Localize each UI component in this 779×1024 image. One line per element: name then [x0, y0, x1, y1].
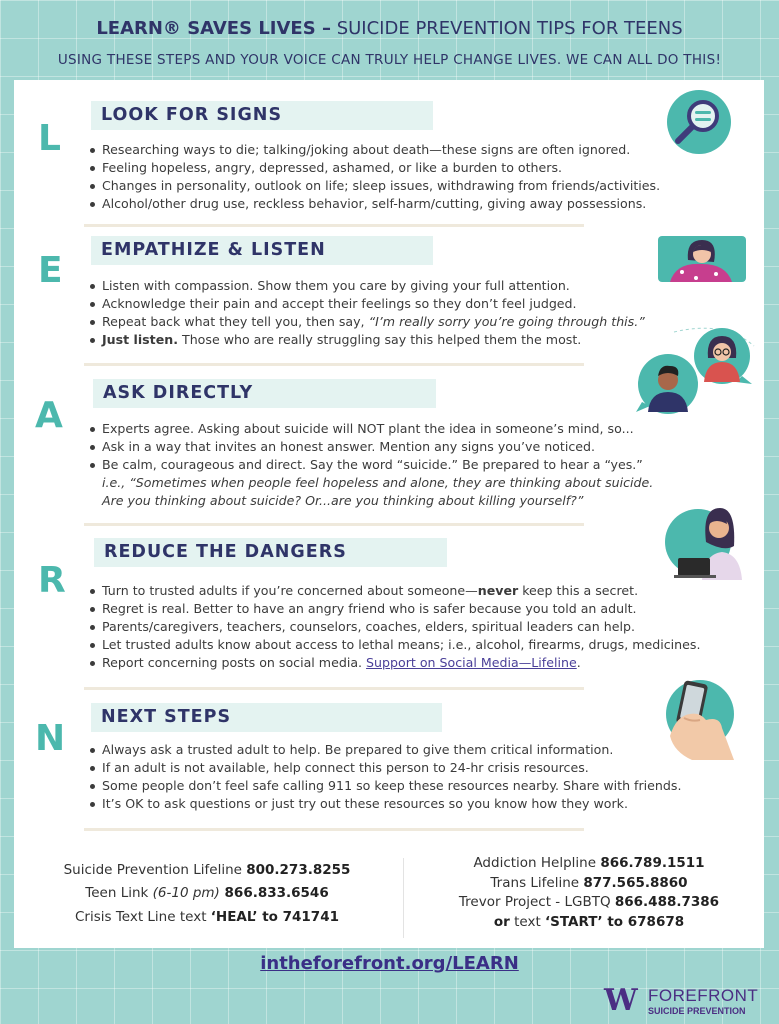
- section-title-empathize: EMPATHIZE & LISTEN: [91, 236, 433, 265]
- list-item: It’s OK to ask questions or just try out these resources so you know how they work.: [88, 795, 681, 813]
- social-media-link[interactable]: Support on Social Media—Lifeline: [366, 655, 577, 670]
- list-item: Let trusted adults know about access to lethal means; i.e., alcohol, firearms, drugs, medicines.: [88, 636, 700, 654]
- laptop-person-illustration: [664, 502, 744, 580]
- letter-l: L: [38, 118, 61, 159]
- divider: [84, 224, 584, 227]
- trevor-project-line: Trevor Project - LGBTQ 866.488.7386: [458, 894, 720, 910]
- divider: [84, 523, 584, 526]
- page-title: [0, 18, 779, 39]
- letter-a: A: [35, 395, 63, 436]
- list-item: Feeling hopeless, angry, depressed, ashamed, or like a burden to others.: [88, 159, 660, 177]
- example-line: Are you thinking about suicide? Or...are you thinking about killing yourself?”: [102, 493, 584, 508]
- list-item: Always ask a trusted adult to help. Be prepared to give them critical information.: [88, 741, 681, 759]
- empathize-list: [88, 277, 645, 349]
- chat-people-illustration: [634, 326, 762, 416]
- section-title-look: LOOK FOR SIGNS: [91, 101, 433, 130]
- list-item: Listen with compassion. Show them you care by giving your full attention.: [88, 277, 645, 295]
- phone-hand-illustration: [662, 676, 742, 762]
- list-item: Experts agree. Asking about suicide will NOT plant the idea in someone’s mind, so...: [88, 420, 653, 438]
- section-title-next: NEXT STEPS: [91, 703, 442, 732]
- list-item: Regret is real. Better to have an angry friend who is safer because you told an adult.: [88, 600, 700, 618]
- title-label: SUICIDE PREVENTION TIPS FOR TEENS: [336, 18, 683, 39]
- uw-logo-mark: W: [604, 983, 638, 1018]
- section-title-ask: ASK DIRECTLY: [93, 379, 436, 408]
- page-subtitle: USING THESE STEPS AND YOUR VOICE CAN TRULY HELP CHANGE LIVES. WE CAN ALL DO THIS!: [57, 52, 722, 68]
- letter-n: N: [35, 718, 66, 759]
- teenlink-line: Teen Link (6-10 pm) 866.833.6546: [85, 885, 329, 901]
- list-item: If an adult is not available, help connect this person to 24-hr crisis resources.: [88, 759, 681, 777]
- letter-e: E: [38, 250, 63, 291]
- crisis-text-line: Crisis Text Line text ‘HEAL’ to 741741: [74, 909, 339, 925]
- divider: [84, 363, 584, 366]
- website-link[interactable]: intheforefront.org/LEARN: [260, 953, 519, 974]
- lifeline-line: Suicide Prevention Lifeline 800.273.8255: [63, 862, 351, 878]
- list-item: Ask in a way that invites an honest answer. Mention any signs you’ve noticed.: [88, 438, 653, 456]
- letter-r: R: [38, 560, 66, 601]
- girl-illustration: [656, 234, 748, 284]
- logo-subtitle: SUICIDE PREVENTION: [648, 1006, 746, 1016]
- list-item: Turn to trusted adults if you’re concerned about someone—never keep this a secret.: [88, 582, 700, 600]
- example-line: i.e., “Sometimes when people feel hopeless and alone, they are thinking about suicide.: [102, 475, 654, 490]
- list-item: Some people don’t feel safe calling 911 so keep these resources nearby. Share with friends.: [88, 777, 681, 795]
- list-item: Repeat back what they tell you, then say, “I’m really sorry you’re going through this.”: [88, 313, 645, 331]
- next-list: [88, 741, 681, 813]
- divider: [84, 687, 584, 690]
- list-item: Just listen. Those who are really struggling say this helped them the most.: [88, 331, 645, 349]
- logo-title: FOREFRONT: [648, 986, 759, 1005]
- divider: [403, 858, 404, 938]
- list-item: Changes in personality, outlook on life; sleep issues, withdrawing from friends/activities.: [88, 177, 660, 195]
- section-title-reduce: REDUCE THE DANGERS: [94, 538, 447, 567]
- addiction-helpline-line: Addiction Helpline 866.789.1511: [473, 855, 705, 871]
- list-item: Parents/caregivers, teachers, counselors, coaches, elders, spiritual leaders can help.: [88, 618, 700, 636]
- divider: [84, 828, 584, 831]
- trans-lifeline-line: Trans Lifeline 877.565.8860: [490, 875, 688, 891]
- list-item: Researching ways to die; talking/joking about death—these signs are often ignored.: [88, 141, 660, 159]
- brand-label: LEARN® SAVES LIVES –: [96, 18, 331, 39]
- list-item: Alcohol/other drug use, reckless behavior, self-harm/cutting, giving away possessions.: [88, 195, 660, 213]
- look-list: [88, 141, 660, 213]
- list-item: Report concerning posts on social media. Support on Social Media—Lifeline.: [88, 654, 700, 672]
- reduce-list: [88, 582, 700, 672]
- ask-list: [88, 420, 653, 510]
- trevor-text-line: or text ‘START’ to 678678: [493, 914, 685, 930]
- magnifier-icon: [666, 89, 732, 155]
- list-item: Be calm, courageous and direct. Say the word “suicide.” Be prepared to hear a “yes.”: [88, 456, 653, 474]
- list-item: Acknowledge their pain and accept their feelings so they don’t feel judged.: [88, 295, 645, 313]
